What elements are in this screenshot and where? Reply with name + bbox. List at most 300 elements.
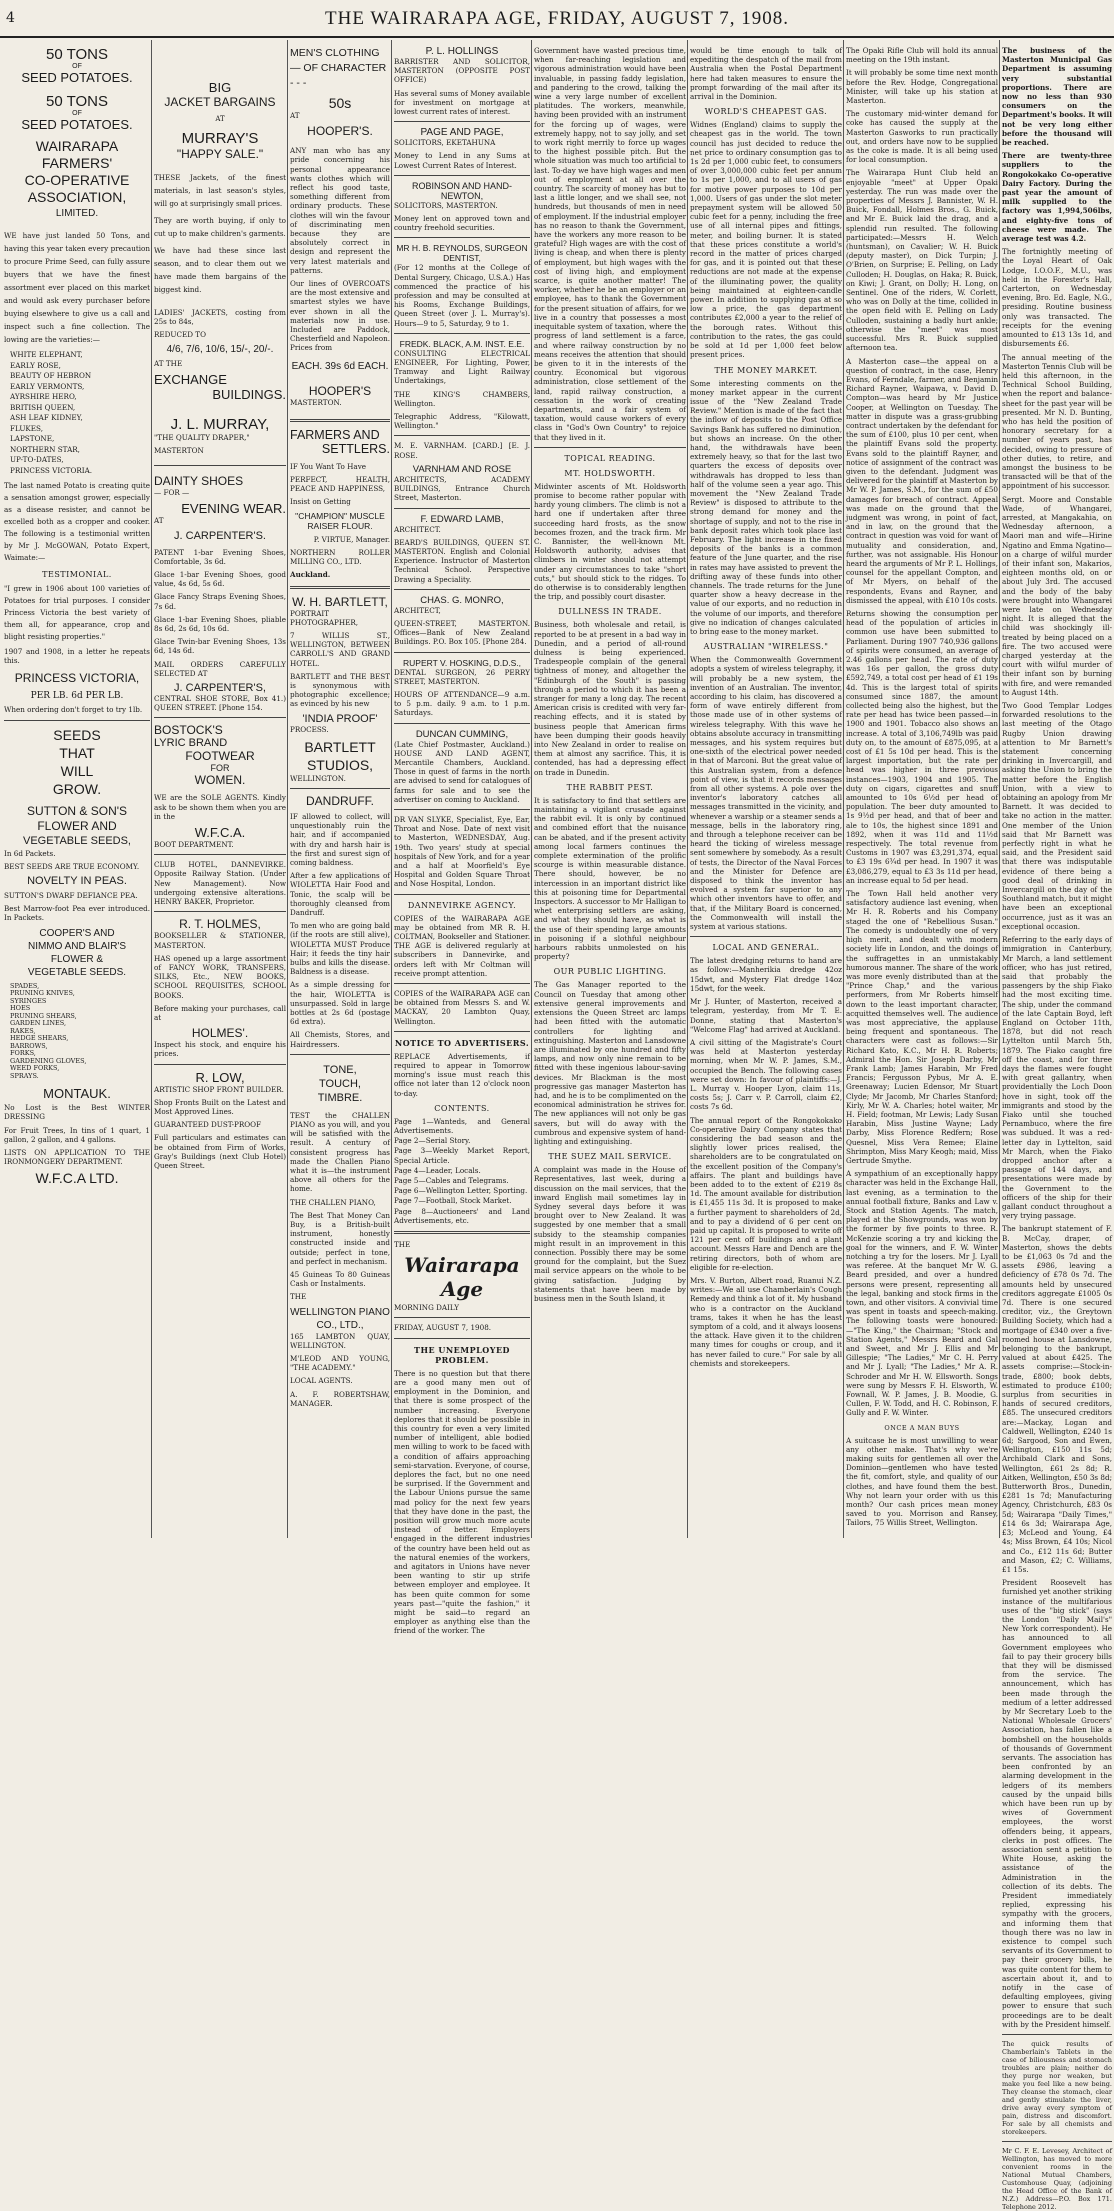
ad-text: ARCHITECT, xyxy=(394,605,441,615)
ad-text: LOCAL AGENTS. xyxy=(290,1376,353,1386)
article-text: A Masterton case—the appeal on a question of contract, in the case, Henry Evans, of Ferndale, farmer, and Benjamin Richard Rayner, Waipawa, v. David D. Compton—was heard by Mr Justice Cooper, at Wellington on Tuesday. The matter in dispute was a grass-grubbing contract undertaken by the defendant for the sum of £100, plus 10 per cent, when the plaintiff Evans sold the property. Evans sold to the plaintiff Rayner, and notice of assignment of the contract was given to the defendant. Judgment was delivered for the plaintiff at Masterton by Mr W. P. James, S.M., for the sum of £50 damages for breach of contract. Appeal was made on the ground that the judgment was wrong, in point of fact, and in law, on the ground that the contract in question was void for want of mutuality and consideration, and, further, was not assignable. His Honour heard the arguments of Mr P. L. Hollings, counsel for the appellant Compton, and of Mr Myers, on behalf of the respondents, Evans and Rayner, and dismissed the appeal, with £10 10s costs. xyxy=(846,356,998,605)
ad-text: BEARD'S BUILDINGS, QUEEN ST. MASTERTON. English and Colonial Experience. Instructor of Masterton Technical School. Perspective Drawing a Speciality. xyxy=(394,537,530,584)
org-name: FARMERS' xyxy=(41,155,113,171)
column-rule xyxy=(287,40,288,1538)
list-item: PRUNING SHEARS, xyxy=(10,1011,77,1020)
page-number: 4 xyxy=(6,10,15,26)
article-heading: THE SUEZ MAIL SERVICE. xyxy=(548,1152,672,1162)
ad-headline: DANDRUFF. xyxy=(306,793,374,808)
ad-text: MASTERTON. xyxy=(290,397,342,407)
ad-text: ARCHITECT. xyxy=(394,524,441,534)
ad-text: HAS opened up a large assortment of FANCY WORK, TRANSFERS, SILKS, Etc., NEW BOOKS, SCHOOL REQUISITES, SCHOOL BOOKS. xyxy=(154,953,286,1000)
article-text: Referring to the early days of immigration in Canterbury, Mr March, a land settlement officer, who has just retired, said that probably the passengers by the ship Fiako had the most exciting time. The ship, under the command of the late Captain Boyd, left England on October 11th, 1878, but did not reach Lyttelton until March 5th, 1879. The Fiako caught fire off the coast, and for three days the flames were fought with great gallantry, when providentially the Loch Doon hove in sight, took off the immigrants and stood by the Fiako until she touched Pernambuco, where the fire was subdued. It was a red-letter day in Lyttelton, said Mr March, when the Fiako dropped anchor after a passage of 144 days, and presentations were made by the Government to the officers of the ship for their gallant conduct throughout a very trying passage. xyxy=(1002,935,1112,1221)
ad-headline: VEGETABLE SEEDS, xyxy=(22,834,131,847)
ad-text: IF You Want To Have xyxy=(290,461,367,471)
ad-headline: SEEDS xyxy=(53,726,101,743)
ad-text: LADIES' JACKETS, costing from 25s to 84s, xyxy=(154,308,286,327)
ad-text: "THE QUALITY DRAPER," xyxy=(154,432,250,442)
article-text: Returns showing the consumption per head of the population of articles in common use have been submitted to Parliament. During 1907 740,936 gallons of spirits were consumed, an average of 2.46 gallons per head. The rate of duty was 16s per gallon, the gross duty £592,749, a total cost per head of £1 19s 4d. This is the largest total of spirits consumed since 1887, the amount collected being also the highest, but the rate per head has twice been passed—in 1900 and 1901. Tobacco also shows an increase. A total of 3,106,749lb was paid duty on, to the amount of £875,095, at a cost of £1 5s 10d per head. This is the largest importation, but the rate per head was higher in three previous instances—1903, 1904 and 1905. The duty on cigars, cigarettes and snuff amounted to 10s 6½d per head of population. The beer duty amounted to 1s 9½d per head, and that of beer and ale to 10s, the highest since 1891 and 1892, when it was 11d and 11½d respectively. The total revenue from Customs in 1907 was £3,291,374, equal to £3 19s 6¾d per head. In 1907 it was £3,086,279, equal to £3 3s 11d per head, an increase equal to 5d per head. xyxy=(846,608,998,885)
ad-text: IF allowed to collect, will unquestionably ruin the hair, and if accompanied with dry and harsh hair is the first and surest sign of coming baldness. xyxy=(290,811,390,867)
ad-text: — FOR — xyxy=(154,488,190,498)
ad-text: To men who are going bald (if the roots are still alive), WIOLETTA MUST Produce Hair; it feeds the tiny hair bulbs and kills the disease. Baldness is a disease. xyxy=(290,921,390,977)
list-item: BEAUTY OF HEBRON xyxy=(10,371,92,380)
ad-headline: TONE, xyxy=(323,1063,357,1076)
ad-text: In 6d Packets. xyxy=(4,848,56,858)
ad-headline: RUPERT V. HOSKING, D.D.S., xyxy=(403,657,521,668)
list-item: Glace Fancy Straps Evening Shoes, 7s 6d. xyxy=(154,592,286,611)
divider xyxy=(690,936,842,937)
ad-text: (For 12 months at the College of Dental Surgery, Chicago, U.S.A.) Has commenced the practice of his profession and may be consulted at his Rooms, Exchange Buildings, Queen Street (over J. L. Murray's). Hours—9 to 5, Saturday, 9 to 1. xyxy=(394,263,530,328)
ad-text: WE have just landed 50 Tons, and having this year taken every precaution to procure Prime Seed, can fully assure buyers that we have the finest assortment ever placed on this market and would ask every purchaser before buying elsewhere to give us a call and inspect such a fine collection. The lowing are the varieties:— xyxy=(4,231,150,344)
ad-text: CENTRAL SHOE STORE, Box 41.) QUEEN STREET. [Phone 154. xyxy=(154,694,286,713)
article-text: Sergt. Moore and Constable Wade, of Whangarei, arrested, at Mangakahia, on Wednesday afternoon, a Maori man and wife—Hirine Ngatino and Emma Ngatino—on a charge of wilful murder of their infant son, Makarios, eighteen months old, on or about July 3rd. The accused and the body of the baby were brought into Whangarei were late on Wednesday night. It is alleged that the child was shockingly ill-treated by being placed on a fire. The two accused were charged yesterday at the court with wilful murder of their infant son by burning with fire, and were remanded to August 14th. xyxy=(1002,494,1112,697)
ad-headline: CHAS. G. MONRO, xyxy=(420,594,504,606)
divider xyxy=(154,717,286,718)
ad-headline: FOR xyxy=(210,763,230,774)
ad-text: CONSULTING ELECTRICAL ENGINEER, For Lighting, Power, Tramway and Light Railway Undertakings, xyxy=(394,348,530,386)
list-item: Page 3—Weekly Market Report, Special Article. xyxy=(394,1146,530,1165)
article-text: The customary mid-winter demand for coke has caused the supply at the Masterton Gasworks to run practically out, and orders have now to be supplied as the coke is made. It is all being used for local consumption. xyxy=(846,109,998,165)
ad-headline: BIG xyxy=(208,80,232,95)
ad-headline: THAT xyxy=(59,744,95,761)
article-heading: THE RABBIT PEST. xyxy=(566,782,654,792)
ad-text: Inspect his stock, and enquire his prices. xyxy=(154,1040,286,1059)
ad-text: The Best That Money Can Buy, is a British-built instrument, honestly constructed inside and outside; perfect in tone, and perfect in mechanism. xyxy=(290,1210,390,1266)
section-heading: TESTIMONIAL. xyxy=(42,570,112,579)
ad-text: The last named Potato is creating quite a sensation amongst grower, especially as a disease resister, and cannot be excelled both as a cropper and cooker. The following is a testimonial written by Mr J. McGOWAN, Potato Expert, Waimate:— xyxy=(4,481,150,562)
ad-text: SUTTON'S DWARF DEFIANCE PEA. xyxy=(4,891,138,901)
article-text: There is no question but that there are a good many men out of employment in the Dominion, and that there is some prospect of the number increasing. Everyone deplores that it should be possible in this country for even a very limited number of intelligent, able bodied men willing to work to be faced with a condition of affairs approaching semi-starvation. Everyone, of course, deplores the fact, but no one need be surprised. If the Government and the Labour Unions pursue the same mad policy for the next few years that they have done in the past, the position will grow much more acute instead of better. Employers engaged in the different industries of the country have been held out as the natural enemies of the workers, and agitators in Unions have never been wanting to stir up strife between employer and employee. It has been quite common for some years past—"quite the fashion," it might be said—to regard an employer as anything else than the friend of the worker. The xyxy=(394,1368,530,1636)
ad-text: P. VIRTUE, Manager. xyxy=(313,534,390,544)
ad-text: For Fruit Trees, In tins of 1 quart, 1 gallon, 2 gallon, and 4 gallons. xyxy=(4,1125,150,1144)
article-heading: ONCE A MAN BUYS xyxy=(884,1423,960,1432)
article-heading: THE UNEMPLOYED PROBLEM. xyxy=(414,1344,510,1365)
article-text: The Gas Manager reported to the Council on Tuesday that among other extensive general improvements and extensions the Queen Street arc lamps had been fitted with the automatic controllers for lighting and extinguishing. Masterton and Lansdowne are illuminated by one hundred and fifty lamps, and now only nine remain to be fitted with these ingenious labour-saving devices. Mr Blackman is the most progressive gas manager Masterton has had, and he is to be complimented on the economical administration he strives for. The new appliances will not only be gas savers, but will do away with the cumbrous and expensive system of hand-lighting and extinguishing. xyxy=(534,980,686,1146)
list-item: HEDGE SHEARS, xyxy=(10,1034,69,1043)
ad-headline: F. EDWARD LAMB, xyxy=(420,513,504,525)
ad-text: AT xyxy=(154,516,164,526)
ad-headline: MEN'S CLOTHING — OF CHARACTER - - - xyxy=(290,47,387,89)
ad-headline: SUTTON & SON'S xyxy=(26,803,128,818)
ad-headline: MR H. B. REYNOLDS, SURGEON DENTIST, xyxy=(396,243,528,264)
org-name: ASSOCIATION, xyxy=(27,189,127,205)
column-4 xyxy=(394,46,530,1636)
ad-headline: FLOWER AND xyxy=(37,818,117,833)
ad-headline: J. L. MURRAY, xyxy=(170,415,270,433)
list-item: Page 4—Leader, Locals. xyxy=(394,1165,481,1175)
ad-headline: FLOWER & xyxy=(50,953,104,965)
ad-text: They are worth buying, if only to cut up to make children's garments. xyxy=(154,216,286,238)
divider xyxy=(290,1054,390,1055)
ad-headline: NOVELTY IN PEAS. xyxy=(27,875,127,888)
ad-text: TEST the CHALLEN PIANO as you will, and you will be satisfied with the result. A century of consistent progress has made the Challen Piano what it is—the instrument above all others for the home. xyxy=(290,1110,390,1194)
article-text: When the Commonwealth Government adopts a system of wireless telegraphy, it will probably be a new system, the invention of an Australian. The inventor, according to his claim, has discovered a form of wave entirely different from those made use of in other systems of wireless telegraphy. With this wave he obtains absolute accuracy in transmitting messages, and his system requires but one-sixth of the electrical power needed in that of Marconi. But the great value of this Australian system, from a defence point of view, is that it records messages from all other systems. A pole over the inventor's laboratory catches all messages transmitted in the vicinity, and whenever a warship or a steamer sends a message, bells in the laboratory ring, and through a telephone receiver can be heard the ticking of wireless message sent somewhere by somebody. As a result of tests, the Director of the Naval Forces and the Minister for Defence are disposed to think the inventor has evolved a system far superior to any which other inventors have to offer, and that, if the Military Board is concerned, the Commonwealth will install the system at various stations. xyxy=(690,655,842,932)
ad-text: PROCESS. xyxy=(290,724,329,734)
list-item: Glace Twin-bar Evening Shoes, 13s 6d, 14s 6d. xyxy=(154,637,286,656)
ad-text: Money to Lend in any Sums at Lowest Current Rates of Interest. xyxy=(394,151,530,170)
article-heading: THE MONEY MARKET. xyxy=(714,365,818,375)
ad-text: MASTERTON xyxy=(154,446,204,456)
article-text: The Wairarapa Hunt Club held an enjoyable "meet" at Upper Opaki yesterday. The run was made over the properties of Messrs J. Bannister, W. H. Buick, Fondall, Holmes Bros., G. Buick, and Mr E. Buick laid the drag, and a splendid run resulted. The following participated:—Messrs H. Welch (huntsman), on Cavalier; W. H. Buick (deputy master), on Dick Turpin; J. O'Brien, on Surprise; E. Pelling, on Lady Culloden; H. Douglas, on Haka; R. Buick, on Kiwi; J. Grant, on Dolly; H. Long, on Sentinel. One of the riders, W. Corlett, who was on Dolly at the time, collided in the open field with E. Pelling on Lady Culloden, sustaining a badly hurt ankle; otherwise the "meet" was most successful. Mrs R. Buick supplied afternoon tea. xyxy=(846,168,998,353)
article-text: The bankrupt statement of F. B. McCay, draper, of Masterton, shows the debts to be £1,063 0s 7d and the assets £986, leaving a deficiency of £78 0s 7d. The amounts held by unsecured creditors aggregate £1005 0s 7d. There is one secured creditor, viz., the Greytown Building Society, which had a mortgage of £340 over a five-roomed house at Lansdowne, belonging to the bankrupt, valued at about £425. The assets comprise:—Stock-in-trade, £800; book debts, estimated to produce £100; surplus from securities in hands of secured creditors, £85. The unsecured creditors are:—Mackay, Logan and Caldwell, Wellington, £240 1s 6d; Sargood, Son and Ewen, Wellington, £150 11s 5d; Archibald Clark and Sons, Wellington, £61 2s 8d; R. Aitken, Wellington, £50 3s 8d; Butterworth Bros., Dunedin, £281 1s 7d; Manufacturing Agency, Christchurch, £83 0s 5d; Wairarapa "Daily Times," £14 6s 3d; Wairarapa Age, £3; McLeod and Young, £4 4s; Miss Brown, £4 10s; Nicol and Co., £12 11s 6d; Butter and Mason, £2; C. Williams, £1 15s. xyxy=(1002,1224,1112,1574)
ad-headline: WELLINGTON PIANO CO., LTD., xyxy=(290,1306,390,1331)
divider xyxy=(394,333,530,334)
ad-text: THE xyxy=(290,1292,307,1302)
article-text: would be time enough to talk of expediting the despatch of the mail from Australia when the Postal Department here had taken measures to ensure the prompt forwarding of the mail after its arrival in the Dominion. xyxy=(690,46,842,102)
section-heading: DANNEVIRKE AGENCY. xyxy=(407,900,517,910)
tool-list xyxy=(4,983,150,1081)
ad-text: ARTISTIC SHOP FRONT BUILDER. xyxy=(154,1084,284,1094)
divider xyxy=(290,788,390,789)
variety-list xyxy=(4,350,150,476)
divider xyxy=(154,911,286,912)
ad-text: 7 WILLIS ST., WELLINGTON, BETWEEN CARROLL'S AND GRAND HOTEL. xyxy=(290,630,390,668)
ad-text: COPIES of the WAIRARAPA AGE can be obtained from Messrs S. and W. MACKAY, 20 Lambton Quay, Wellington. xyxy=(394,989,530,1026)
ad-headline: OF xyxy=(72,63,82,70)
article-text: The annual meeting of the Masterton Tennis Club will be held this afternoon, in the Technical School Building, when the report and balance-sheet for the past year will be presented. Mr N. D. Bunting, who has held the position of honorary secretary for a number of years past, has decided, owing to pressure of other duties, to retire, and amongst the business to be transacted will be that of the appointment of his successor. xyxy=(1002,352,1112,491)
ad-headline: SETTLERS. xyxy=(321,441,390,456)
ad-text: THESE Jackets, of the finest materials, in last season's styles, will go at surprisingly small prices. xyxy=(154,173,286,208)
ad-text: A. F. ROBERTSHAW, MANAGER. xyxy=(290,1389,390,1408)
article-text: The annual report of the Rongokokako Co-operative Dairy Company states that considering the bad season and the slightly lower prices realised, the shareholders are to be congratulated on the excellent position of the Company's affairs. The plant and buildings have been added to to the extent of £219 8s 1d. The amount available for distribution is £1,455 11s 3d. It is proposed to make a further payment to shareholders of 2d, and to pay a dividend of 6 per cent on paid up capital. It is proposed to write off 121 per cent off buildings and a plant account. Messrs Hare and Dench are the retiring directors, both of whom are eligible for re-election. xyxy=(690,1115,842,1272)
ad-headline: NIMMO AND BLAIR'S xyxy=(27,940,127,952)
column-rule xyxy=(999,40,1000,1538)
ad-text: Insist on Getting xyxy=(290,497,351,507)
ad-text: PORTRAIT PHOTOGRAPHER, xyxy=(290,608,359,627)
column-3 xyxy=(290,46,390,1536)
ad-text: SOLICITORS, MASTERTON. xyxy=(394,200,498,210)
ad-headline: W.F.C.A. xyxy=(194,825,246,841)
ad-text: "I grew in 1906 about 100 varieties of Potatoes for trial purposes. I consider Princess Victoria the best variety of them all, for appearance, crop and blight resisting properties." xyxy=(4,584,150,641)
list-item: SYRINGES xyxy=(10,996,47,1005)
article-heading: WORLD'S CHEAPEST GAS. xyxy=(704,107,828,117)
list-item: Page 6—Wellington Letter, Sporting. xyxy=(394,1186,528,1196)
ad-text: 165 LAMBTON QUAY, WELLINGTON. xyxy=(290,1331,390,1350)
divider xyxy=(394,589,530,590)
ad-text: No Lost is the Best WINTER DRESSING xyxy=(4,1103,150,1122)
ad-headline: DAINTY SHOES xyxy=(154,474,244,489)
article-text: A civil sitting of the Magistrate's Court was held at Masterton yesterday morning, when Mr W. P. James, S.M., occupied the Bench. The following cases were set down: In favour of plaintiffs:—J. L. Murray v. Hooper Lyon, claim 11s, costs 5s; J. Carr v. P. Carroll, claim £2, costs 7s 6d. xyxy=(690,1037,842,1112)
divider xyxy=(394,723,530,724)
ad-headline: PRINCESS VICTORIA, xyxy=(14,671,140,686)
divider xyxy=(534,447,686,448)
list-item: Page 7—Football, Stock Market. xyxy=(394,1196,512,1206)
ad-headline: SEED POTATOES. xyxy=(21,70,133,85)
divider xyxy=(154,854,286,855)
list-item: BARROWS, xyxy=(10,1041,48,1050)
ad-headline: ROBINSON AND HAND-NEWTON, xyxy=(411,180,512,201)
article-text: It is satisfactory to find that settlers are maintaining a vigilant crusade against the rabbit evil. It is only by continued and combined effort that the nuisance can be abated, and if the present activity among local farmers continues the complete extermination of the prolific scourge is within measurable distance. There should, however, be no intercession in an important district like this at poisoning time for Departmental Inspectors. A successor to Mr Halligan to whet enterprising settlers are asking, and what they should have, as what is the use of their spending large amounts in poisoning if a slothful neighbour harbours rabbits unmolested on his property? xyxy=(534,795,686,962)
divider xyxy=(394,652,530,653)
list-item: ASH LEAF KIDNEY, xyxy=(10,413,83,422)
ad-headline: WILL xyxy=(60,762,94,779)
ad-text: DENTAL SURGEON, 26 PERRY STREET, MASTERTON. xyxy=(394,667,530,686)
divider xyxy=(394,1338,530,1339)
list-item: FORKS, xyxy=(10,1049,36,1058)
divider xyxy=(394,809,530,810)
ad-headline: HOLMES'. xyxy=(191,1026,249,1041)
article-text: Mr C. F. E. Levesey, Architect of Wellington, has moved to more convenient rooms in the National Mutual Chambers, Customhouse Quay, (adjoining the Head Office of the Bank of N.Z.) Address—P.O. Box 171. Telephone 2012. xyxy=(1002,2147,1112,2211)
divider xyxy=(394,121,530,122)
article-text: It will probably be some time next month before the Rev. Hodge, Congregational Minister, will take up his station at Masterton. xyxy=(846,68,998,106)
price: 4/6, 7/6, 10/6, 15/-, 20/-. xyxy=(166,343,274,355)
ad-text: BEST SEEDS ARE TRUE ECONOMY. xyxy=(4,861,140,871)
article-text: Business, both wholesale and retail, is reported to be at present in a bad way in Dunedin, and a period of all-round dulness is being experienced. Tradespeople complain of the general tightness of money, and altogether the "Edinburgh of the South" is passing through a period to which it has been a stranger for many a long day. The recent American crisis is credited with very far-reaching effects, and it is stated by business people that American firms have been dumping their goods heavily into New Zealand in order to realise on them at almost any sacrifice. This, it is contended, has had a depressing effect on trade in Dunedin. xyxy=(534,620,686,777)
ad-text: Auckland. xyxy=(290,570,331,580)
divider xyxy=(394,1031,530,1032)
price: PER LB. 6d PER LB. xyxy=(30,691,124,702)
ad-text: NORTHERN ROLLER MILLING CO., LTD. xyxy=(290,547,390,567)
ad-text: WELLINGTON. xyxy=(290,773,346,783)
ad-text: Shop Fronts Built on the Latest and Most Approved Lines. xyxy=(154,1097,286,1116)
divider xyxy=(1002,2034,1112,2035)
ad-headline: FOOTWEAR xyxy=(185,749,255,764)
ad-text: (Late Chief Postmaster, Auckland.) HOUSE AND LAND AGENT, Mercantile Chambers, Auckland. Those in quest of farms in the north are advised to send for catalogues of farms for sale and to see the advertiser on coming to Auckland. xyxy=(394,739,530,804)
ad-headline: TOUCH, xyxy=(319,1077,361,1090)
ad-headline: BARTLETT STUDIOS, xyxy=(304,738,376,773)
article-text: President Roosevelt has furnished yet another striking instance of the multifarious uses of the "big stick" (says the London "Daily Mail's" New York correspondent). He has announced to all Government employees who fail to pay their grocery bills that they will be dismissed from the service. The announcement, which has been made through the medium of a letter addressed by Mr Secretary Loeb to the National Wholesale Grocers' Association, has fallen like a bombshell on the households of thousands of Government servants. The association has been confronted by an alarming development in the ledgers of its members caused by the unpaid bills which have been run up by wives of Government employees, the worst offenders being, it appears, clerks in post offices. The association sent a petition to White House, asking the assistance of the Administration in the collection of its debts. The President immediately replied, expressing his sympathy with the grocers, and informing them that though there was no law in existence to compel such servants of its Government to pay their grocery bills, he was quite content for them to ascertain about it, and to notify in the case of defaulting employees, giving power to ensure that such proceedings are to be dealt with by the President himself. xyxy=(1002,1578,1112,2029)
ad-text: ANY man who has any pride concerning his personal appearance wants clothes which will reflect his good taste, something different from ordinary products. These clothes will win the favour of discriminating men because they are absolutely correct in design and represent the very latest materials and patterns. xyxy=(290,146,390,275)
column-rule xyxy=(843,40,844,1538)
org-name: LIMITED. xyxy=(55,208,99,219)
ad-headline: R. LOW, xyxy=(195,1069,245,1085)
list-item: NORTHERN STAR, xyxy=(10,444,80,454)
list-item: Page 2—Serial Story. xyxy=(394,1136,471,1146)
ad-headline: VARNHAM AND ROSE xyxy=(412,463,512,475)
ad-text: REDUCED TO xyxy=(154,330,206,340)
ad-text: When ordering don't forget to try 1lb. xyxy=(4,705,143,715)
ad-headline: GROW. xyxy=(52,780,102,797)
ad-headline: BOSTOCK'S xyxy=(154,723,223,738)
article-heading: OUR PUBLIC LIGHTING. xyxy=(553,967,667,977)
article-text: A sympathium of an exceptionally happy character was held in the Exchange Hall, last evening, as a termination to the annual football fixture, Banks and Law v. Stock and Station Agents. The match, played at the Showgrounds, was won by the former by five points to three. R. McKenzie scoring a try and kicking the goal for the winners, and F. W. Winter notching a try for the losers. Mr J. Lyall was referee. At the banquet Mr W. G. Beard presided, and over a hundred persons were present, representing all the legal, banking and stock firms in the town, and other visitors. A convivial time was spent in toasts and speech-making. The following toasts were honoured:—"The King," the Chairman; "Stock and Station Agents," Messrs Beard and Gal and Sweet, and Mr J. Ellis and Mr Gillespie; "The Ladies," Mr C. H. Perry and Mr J. Lyall; "The Ladies," Mr A. R. Schroder and Mr H. W. Ellsworth. Songs were sung by Messrs F. H. Elsworth, W. Fownall, W. P. James, J. B. Moodie, G. Cullen, F. W. Todd, and H. C. Robinson, F. Gully and F. W. Winter. xyxy=(846,1169,998,1418)
article-text: The business of the Masterton Municipal Gas Department is assuming very substantial proportions. There are now no less than 930 consumers on the Department's books. It will not be very long either before the thousand will be reached. xyxy=(1002,46,1112,148)
newspaper-nameplate: Wairarapa Age xyxy=(404,1253,520,1302)
article-heading: MT. HOLDSWORTH. xyxy=(564,468,656,478)
ad-text: 45 Guineas To 80 Guineas Cash or Instalments. xyxy=(290,1270,390,1289)
ad-text: REPLACE Advertisements, if required to appear in Tomorrow morning's issue must reach this office not later than 12 o'clock noon to-day. xyxy=(394,1051,530,1098)
ad-text: All Chemists, Stores, and Hairdressers. xyxy=(290,1030,390,1049)
divider xyxy=(4,720,150,721)
column-6 xyxy=(690,46,842,1536)
list-item: EARLY ROSE, xyxy=(10,360,61,370)
article-text: Mrs. V. Burton, Albert road, Ruanui N.Z. writes:—We all use Chamberlain's Cough Remedy and think a lot of it. My husband who is a contractor on the Auckland trams, takes it when he has the least symptom of a cold, and it always loosens the attack. Have given it to the children many times for coughs or croup, and it has never failed to cure." For sale by all chemists and storekeepers. xyxy=(690,1275,842,1368)
divider xyxy=(394,508,530,509)
list-item: PRUNING KNIVES, xyxy=(10,989,75,998)
column-rule xyxy=(531,40,532,1538)
divider xyxy=(394,894,530,895)
ad-text: ARCHITECTS, ACADEMY BUILDINGS, Entrance Church Street, Masterton. xyxy=(394,474,530,503)
ad-text: WE are the SOLE AGENTS. Kindly ask to be shown them when you are in the xyxy=(154,793,286,821)
list-item: EARLY VERMONTS, xyxy=(10,381,85,391)
newspaper-title: THE WAIRARAPA AGE, FRIDAY, AUGUST 7, 1908. xyxy=(325,8,789,29)
article-text: A suitcase he is most unwilling to wear any other make. That's why we're making suits for gentlemen all over the Dominion—gentlemen who have tested the fit, comfort, style, and quality of our clothes, and have found them the best. Why not learn your order with us this month? Our cash prices mean money saved to you. Morrison and Ransey, Tailors, 75 Willis Street, Wellington. xyxy=(846,1435,998,1528)
ad-text: As a simple dressing for the hair, WIOLETTA is unsurpassed. Sold in large bottles at 2s 6d (postage 6d extra). xyxy=(290,980,390,1027)
divider xyxy=(154,465,286,466)
column-8 xyxy=(1002,46,1112,2211)
ad-text: GUARANTEED DUST-PROOF xyxy=(154,1120,262,1130)
ad-text: BARRISTER AND SOLICITOR, MASTERTON (OPPOSITE POST OFFICE) xyxy=(394,57,530,85)
article-text: Mr J. Hunter, of Masterton, received a telegram, yesterday, from Mr T. E. Donne, stating that Masterton's "Welcome Flag" had arrived at Auckland. xyxy=(690,997,842,1034)
list-item: WHITE ELEPHANT, xyxy=(10,350,83,359)
ad-headline: EXCHANGE xyxy=(154,371,227,387)
ad-headline: JACKET BARGAINS xyxy=(164,95,276,109)
section-heading: NOTICE TO ADVERTISERS. xyxy=(394,1037,530,1048)
article-text: Widnes (England) claims to supply the cheapest gas in the world. The town council has just decided to reduce the net price to ordinary consumption gas to 1s 2d per 1,000 cubic feet, to consumers of over 3,000,000 cubic feet per annum to 1s per 1,000, and to all users of gas for motive power purposes to 10d per 1,000. Users of gas under the slot meter prepayment system will be allowed 50 cubic feet for a penny, including the free use of all internal pipes and fittings, meter, and boiling burner. It is stated that these prices constitute a world's record in the matter of prices charged for gas, and it is pointed out that these reductions are not made at the expense of the illuminating power, the quality being maintained at eighteen-candle power. In addition to supplying gas at so low a price, the gas department contributes £2,000 a year to the relief of the borough rates. Without this contribution to the rates, the gas could be sold at 1d per 1,000 feet below present prices. xyxy=(690,120,842,360)
list-item: UP-TO-DATES, xyxy=(10,455,64,464)
list-item: SPADES, xyxy=(10,981,40,990)
list-item: PRINCESS VICTORIA. xyxy=(10,465,93,475)
article-text: A complaint was made in the House of Representatives, last week, during a discussion on the mail services, that the inward English mail sometimes lay in Sydney several days before it was brought over to New Zealand. It was suggested by one member that a small subsidy to the steamship companies might result in an improvement in this connection. Possibly there may be some ground for the complaint, but the Suez mail service appears on the whole to be giving satisfaction. Judging by statements that have been made by business men in the South Island, it xyxy=(534,1165,686,1303)
ad-headline: W.F.C.A LTD. xyxy=(35,1170,119,1187)
ad-text: PERFECT, HEALTH, PEACE AND HAPPINESS, xyxy=(290,475,390,494)
price: EACH. 39s 6d EACH. xyxy=(291,360,389,372)
column-rule xyxy=(687,40,688,1538)
ad-headline: MURRAY'S xyxy=(181,130,259,147)
ad-text: THE xyxy=(394,1240,411,1250)
org-name: CO-OPERATIVE xyxy=(24,172,130,188)
ad-headline: SEED POTATOES. xyxy=(21,117,133,132)
list-item: AYRSHIRE HERO, xyxy=(10,392,77,401)
ad-headline: HOOPER'S. xyxy=(307,124,373,139)
ad-text: BOOT DEPARTMENT. xyxy=(154,840,234,850)
ad-headline: P. L. HOLLINGS xyxy=(425,46,499,57)
ad-headline: 50 TONS xyxy=(46,46,108,63)
article-text: The quick results of Chamberlain's Tablets in the case of biliousness and stomach troubles are plain; neither do they purge nor weaken, but make you feel like a new being. They cleanse the stomach, clear and gently stimulate the liver, drive away every symptom of pain, distress and discomfort. For sale by all chemists and storekeepers. xyxy=(1002,2040,1112,2137)
ad-text: SOLICITORS, EKETAHUNA xyxy=(394,138,496,148)
masthead xyxy=(0,0,1114,38)
column-rule xyxy=(151,40,152,1538)
divider xyxy=(290,586,390,589)
ad-text: LISTS ON APPLICATION TO THE IRONMONGERY DEPARTMENT. xyxy=(4,1147,150,1167)
ad-headline: COOPER'S AND xyxy=(39,927,115,939)
list-item: Glace 1-bar Evening Shoes, good value, 4s 6d, 5s 6d. xyxy=(154,570,286,589)
ad-headline: VEGETABLE SEEDS. xyxy=(27,966,127,978)
article-text: Some interesting comments on the money market appear in the current issue of the "New Zealand Trade Review." Mention is made of the fact that the inflow of deposits to the Post Office Savings Bank has suffered no diminution, but shows an increase. On the other hand, the withdrawals have been extremely heavy, so that for the last two quarters the excess of deposits over withdrawals has dropped to less than half of the volume seen a year ago. This movement the "New Zealand Trade Review" is disposed to attribute to the strong demand for money and the shortage of supply, and not to the rise in bank deposit rates which took place last February. The light increase in the fixed deposits of the banks is a common feature of the June quarter, and the rise in rates may have assisted to prevent the drifting away of these funds into other channels. The trade returns for the June quarter show a heavy decrease in the value of our exports, and no reduction in the volume of our imports, and therefore give no indication of changes calculated to bring ease to the money market. xyxy=(690,378,842,636)
article-heading: DULLNESS IN TRADE. xyxy=(558,607,662,617)
ad-text: THE CHALLEN PIANO, xyxy=(290,1197,376,1207)
article-text: The fortnightly meeting of the Loyal Heart of Oak Lodge, I.O.O.F., M.U., was held in the Forester's Hall, Carterton, on Wednesday evening, Bro. Ed. Eagle, N.G., presiding. Routine business only was transacted. The receipts for the evening amounted to £13 13s 1d, and disbursements £6. xyxy=(1002,247,1112,349)
article-heading: AUSTRALIAN "WIRELESS." xyxy=(703,642,829,652)
article-text: Two Good Templar Lodges forwarded resolutions to the last meeting of the Otago Rugby Union drawing attention to Mr Barnett's statement concerning drinking in Invercargill, and asking the Union to bring the matter before the English Union, with a view to obtaining an apology from Mr Barnett. It was decided to take no action in the matter. One member of the Union said that Mr Barnett was perfectly right in what he said, and the President said that there was indisputable evidence of there being a good deal of drinking in Invercargill on the day of the Southland match, but it might have been an exceptional occurrence, just as it was an exceptional occasion. xyxy=(1002,701,1112,931)
ad-text: AT THE xyxy=(154,358,183,368)
ad-text: Best Marrow-foot Pea ever introduced. In Packets. xyxy=(4,904,150,923)
ad-headline: W. H. BARTLETT, xyxy=(292,594,388,609)
ad-text: BOOKSELLER & STATIONER, MASTERTON. xyxy=(154,931,286,950)
article-heading: LOCAL AND GENERAL. xyxy=(712,943,820,953)
article-text: Government have wasted precious time, when far-reaching legislation and vigorous administration would have been invaluable, in passing faddy legislation, and pandering to the crowd, talking the wine a very large number of excellent platitudes. The workers, meanwhile, having been provided with an instrument for the forcing up of wages, were extremely happy, not to say jolly, and set to work right merrily to force up wages to the highest possible pitch. But the whole situation was much too artificial to last. To-day we have high wages and men out of employment at all over the country. The scarcity of money has but to last a little longer, and we shall see, not hundreds, but thousands of men in need of employment. If the industrial employer has no reason to thank the Government, have the workers any more reason to be grateful? High wages are with the cost of living is cheap, and when there is plenty of employment, but high wages with the cost of living high, and employment scarce, is quite another matter! The worker, whether he be an employer or an employee, has to thank the Government for the present situation of affairs, for we live in a country that possesses a most inequitable system of taxation, where the progress of land settlement is a farce, and where railway construction by no means receives the attention that should be given to it in the interests of the country. Economical but vigorous administration, close settlement of the land, rapid railway construction, a cessation in the work of creating departments, and a fair system of taxation, would cause workers of every class in "God's Own Country" to rejoice that they lived in it. xyxy=(534,46,687,442)
ad-text: CLUB HOTEL, DANNEVIRKE. Opposite Railway Station. (Under New Management). Now undergoing extensive alterations. HENRY BAKER, Proprietor. xyxy=(154,860,286,907)
article-text: The Town Hall held another very satisfactory audience last evening, when Mr H. R. Roberts and his Company staged the one of "Rebellious Susan." The comedy is undoubtedly one of very high merit, and dealt with modern society life in London, and the doings of the suffragettes in an unmistakably humorous manner. The share of the work was more evenly distributed than at the "Prince Chap," and the various performers, from Mr Roberts himself down to the least important character, acquitted themselves well. The audience was most appreciative, the applause being frequent and spontaneous. The characters were cast as follows:—Sir Richard Kato, K.C., Mr H. R. Roberts; Admiral the Hon. Sir Joseph Darby, Mr Frank Lamb; James Harabin, Mr Fred Francis; Fergusson Pybus, Mr A. E. Greenaway; Lucien Edensor, Mr Stuart Clyde; Mr Jacomb, Mr Charles Stanford; Kirly, Mr W. A. Charles; hotel waiter, Mr H. Field; footman, Mr Lewis; Lady Susan Harabin, Miss Justine Wayne; Lady Darby, Miss Florence Redfern; Rose Quesnel, Miss Vera Remee; Elaine Shrimpton, Miss Mary Keogh; maid, Miss Gertrude Smythe. xyxy=(846,889,998,1165)
list-item: Glace 1-bar Evening Shoes, pliable 8s 6d, 2s 6d, 10s 6d. xyxy=(154,614,286,634)
ad-text: COPIES of the WAIRARAPA AGE may be obtained from MR R. H. COLTMAN, Bookseller and Stationer. THE AGE is delivered regularly at subscribers in Dannevirke, and orders left with Mr Coltman will receive prompt attention. xyxy=(394,913,530,978)
ad-headline: "HAPPY SALE." xyxy=(176,147,264,161)
article-text: The Opaki Rifle Club will hold its annual meeting on the 19th instant. xyxy=(846,46,998,65)
ad-headline: J. CARPENTER'S. xyxy=(174,529,266,542)
ad-headline: "CHAMPION" MUSCLE RAISER FLOUR. xyxy=(295,510,385,531)
list-item: SPRAYS. xyxy=(10,1071,39,1080)
ad-text: Before making your purchases, call at xyxy=(154,1003,286,1022)
ad-text: We have had these since last season, and to clear them out we have made them bargains of the biggest kind. xyxy=(154,246,286,294)
dateline: FRIDAY, AUGUST 7, 1908. xyxy=(394,1323,492,1333)
ad-headline: DUNCAN CUMMING, xyxy=(415,728,509,740)
article-text: Midwinter ascents of Mt. Holdsworth promise to become rather popular with hardy young climbers. The climb is not a hard one if undertaken after three succeeding hard frosts, as the snow becomes frozen, and the track firm. Mr C. Bannister, the well-known Mt. Holdsworth authority, advises that climbers in winter should not attempt under any circumstances to take "short cuts," but should stick to the ridges. To do otherwise is to considerably lengthen the trip, and possibly court disaster. xyxy=(534,481,686,602)
divider xyxy=(154,1064,286,1065)
list-item: GARDEN LINES, xyxy=(10,1019,67,1028)
column-rule xyxy=(391,40,392,1538)
ad-headline: HOOPER'S xyxy=(308,383,372,398)
article-heading: TOPICAL READING. xyxy=(564,453,656,463)
section-heading: CONTENTS. xyxy=(434,1103,490,1113)
article-text: The latest dredging returns to hand are as follow:—Manherikia dredge 42oz 15dwt, and Mystery Flat dredge 14oz 15dwt, for the week. xyxy=(690,956,842,993)
ad-headline: 'INDIA PROOF' xyxy=(302,712,378,725)
ad-text: Telegraphic Address, "Kilowatt, Wellington." xyxy=(394,412,530,431)
list-item: GARDENING GLOVES, xyxy=(10,1056,87,1065)
list-item: BRITISH QUEEN, xyxy=(10,402,76,412)
column-5 xyxy=(534,46,686,1536)
ad-headline: LYRIC BRAND xyxy=(154,737,228,750)
column-1 xyxy=(4,46,150,1536)
article-text: There are twenty-three suppliers to the Rongokokako Co-operative Dairy Factory. During the past year the amount of milk supplied to the factory was 1,994,506lbs, and eighty-five tons of cheese were made. The average test was 4.2. xyxy=(1002,151,1112,244)
column-2 xyxy=(154,46,286,1536)
ad-text: MORNING DAILY xyxy=(394,1303,459,1313)
price: 50s xyxy=(328,95,352,111)
ad-text: Money lent on approved town and country freehold securities. xyxy=(394,214,530,233)
ad-text: QUEEN-STREET, MASTERTON. Offices—Bank of New Zealand Buildings. P.O. Box 105. [Phone 284. xyxy=(394,618,530,647)
ad-text: HOURS OF ATTENDANCE—9 a.m. to 5 p.m. daily. 9 a.m. to 1 p.m. Saturdays. xyxy=(394,689,530,718)
list-item: WEED FORKS, xyxy=(10,1064,60,1073)
org-name: WAIRARAPA xyxy=(35,138,119,154)
ad-text: Our lines of OVERCOATS are the most extensive and smartest styles we have ever shown in all the materials now in use. Included are Paddock, Chesterfield and Napoleon. Prices from xyxy=(290,279,390,353)
ad-headline: FARMERS AND xyxy=(290,427,380,442)
ad-headline: FREDK. BLACK, A.M. INST. E.E. xyxy=(399,338,525,349)
ad-text: DR VAN SLYKE, Specialist, Eye, Ear, Throat and Nose. Date of next visit to Masterton, WEDNESDAY, Aug. 19th. Two years' study at special hospitals of New York, and for a year and a half at Moorfield's Eye Hospital and Golden Square Throat and Nose Hospital, London. xyxy=(394,814,530,889)
ad-text: THE KING'S CHAMBERS, Wellington. xyxy=(394,389,530,408)
ad-headline: PAGE AND PAGE, xyxy=(420,127,504,139)
list-item: Page 5—Cables and Telegrams. xyxy=(394,1176,509,1186)
list-item: RAKES, xyxy=(10,1026,36,1035)
list-item: PATENT 1-bar Evening Shoes, Comfortable, 3s 6d. xyxy=(154,547,286,566)
divider xyxy=(394,1317,530,1318)
ad-headline: BUILDINGS. xyxy=(212,386,286,402)
ad-text: After a few applications of WIOLETTA Hair Food and Tonic, the scalp will be thoroughly cleansed from Dandruff. xyxy=(290,871,390,917)
divider xyxy=(394,175,530,176)
divider xyxy=(1002,2141,1112,2142)
ad-text: Has several sums of Money available for investment on mortgage at lowest current rates of interest. xyxy=(394,88,530,117)
divider xyxy=(290,419,390,422)
ad-headline: EVENING WEAR. xyxy=(181,501,286,517)
ad-text: BARTLETT and THE BEST is synonymous with photographic excellence; as evinced by his new xyxy=(290,671,390,709)
divider xyxy=(394,435,530,436)
divider xyxy=(394,983,530,984)
ad-text: MAIL ORDERS CAREFULLY SELECTED AT xyxy=(154,659,286,678)
ad-headline: R. T. HOLMES, xyxy=(179,917,261,932)
ad-text: M. E. VARNHAM. [CARD.] [E. J. ROSE. xyxy=(394,441,530,460)
ad-text: M'LEOD AND YOUNG, "THE ACADEMY." xyxy=(290,1354,390,1373)
ad-headline: J. CARPENTER'S, xyxy=(174,682,266,695)
list-item: FLUKES, xyxy=(10,423,43,433)
ad-headline: OF xyxy=(72,110,82,117)
ad-headline: TIMBRE. xyxy=(317,1091,363,1104)
ad-headline: WOMEN. xyxy=(194,773,246,788)
divider xyxy=(394,237,530,238)
ad-headline: 50 TONS xyxy=(46,93,108,110)
list-item: LAPSTONE, xyxy=(10,434,55,443)
ad-text: Full particulars and estimates can be obtained from Firm of Works, Gray's Buildings (next Club Hotel) Queen Street. xyxy=(154,1133,286,1170)
ad-text: AT xyxy=(290,111,300,120)
ad-headline: MONTAUK. xyxy=(43,1086,111,1102)
column-7 xyxy=(846,46,998,1536)
